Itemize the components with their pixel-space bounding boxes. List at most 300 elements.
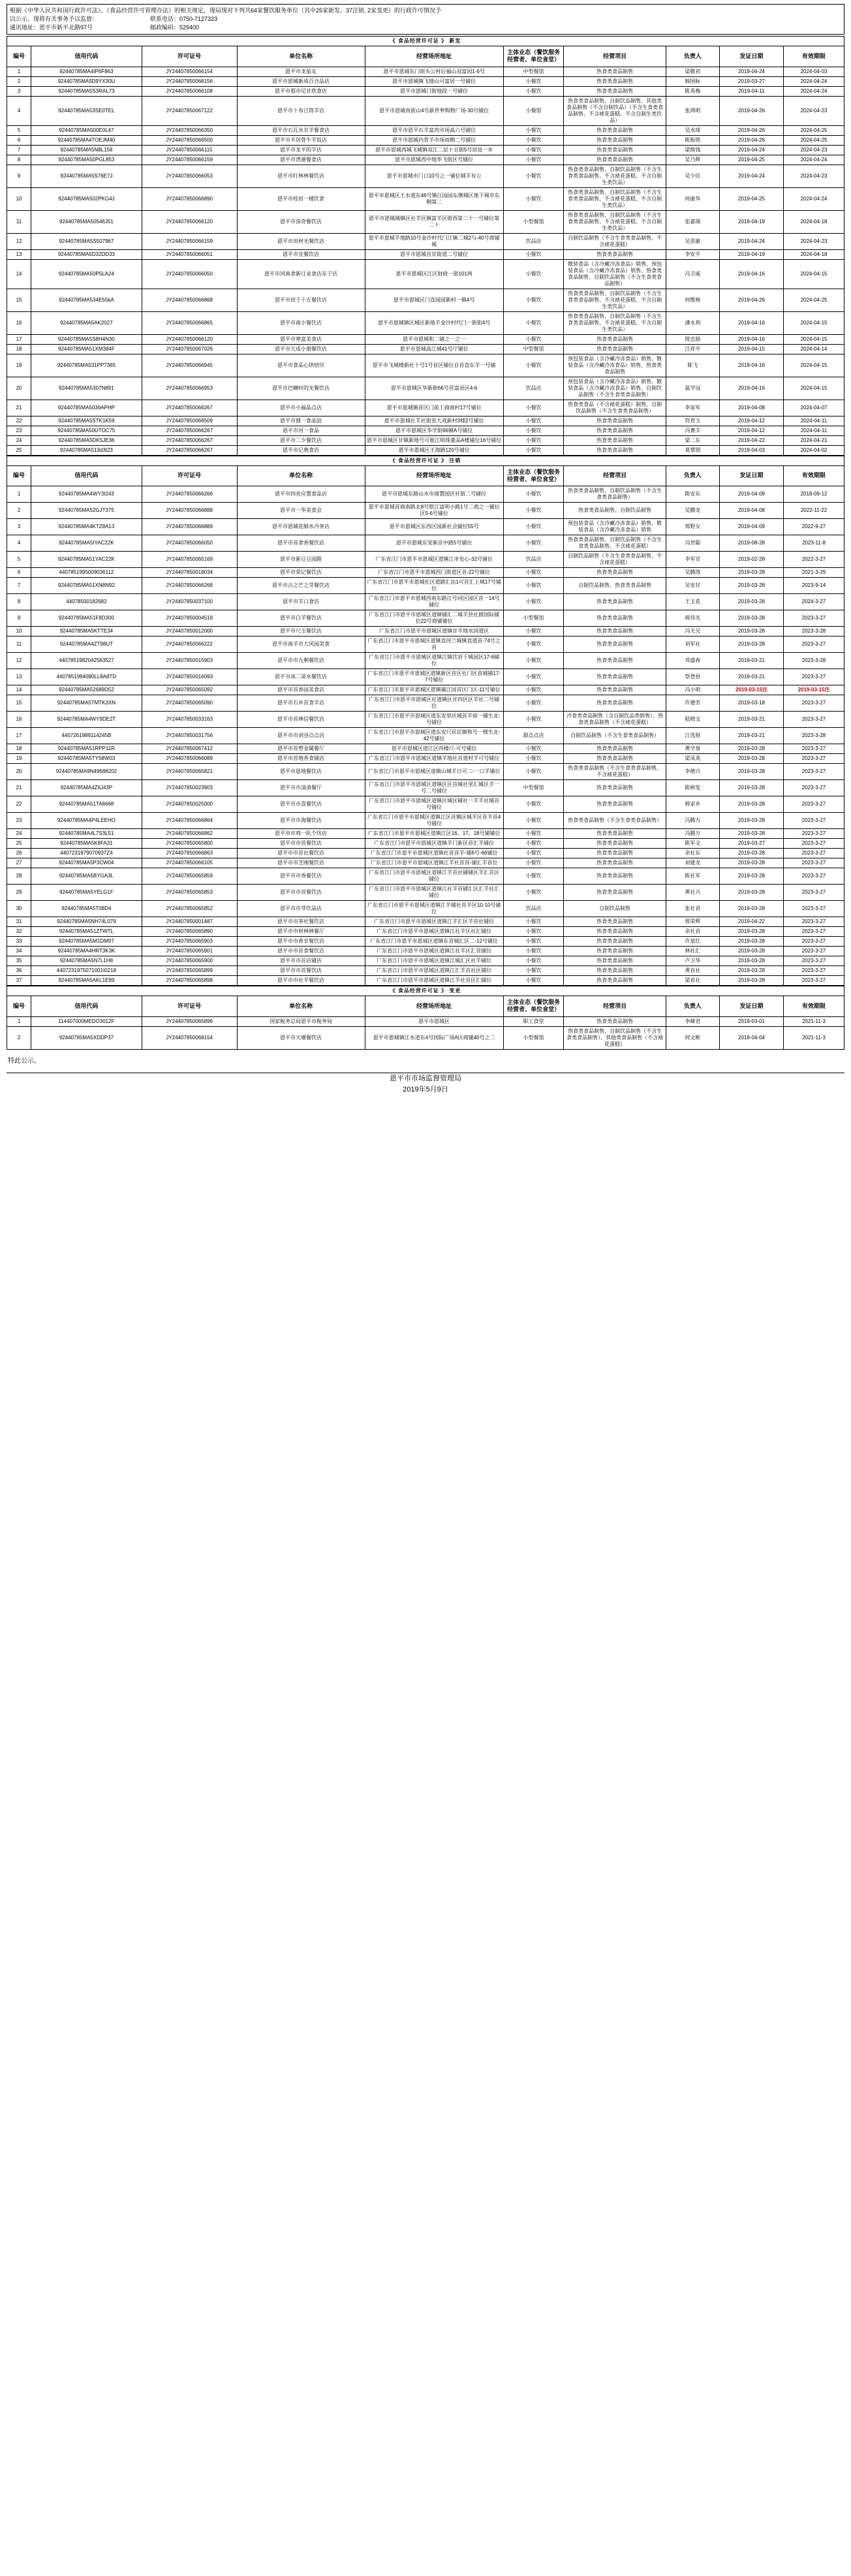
table-cell: 热食类食品制售、自制饮品制售（不含生食类食品制售、不含裱花蛋糕、不含自制生类饮品） xyxy=(564,311,666,334)
table-cell: 92440785MA4TOEJM40 xyxy=(31,135,142,145)
table-cell: 92440785MA4Z6J43P xyxy=(31,780,142,796)
table-cell: 恩平市恩城鱼街山4号新世界购物广场-30号铺位 xyxy=(365,96,503,125)
table-row xyxy=(7,535,844,552)
column-header: 许可证号 xyxy=(142,46,237,67)
table-cell: 自制饮品制售（不含生食类食品制售、不含裱花蛋糕） xyxy=(564,552,666,568)
table-cell: 恩平市恩城区甘镇新地号可谁江明珠豪品A楼铺位16号铺位 xyxy=(365,435,503,445)
table-cell: 2022-9-27 xyxy=(784,519,844,535)
table-cell: 2019-03-28 xyxy=(719,764,783,780)
table-row xyxy=(7,86,844,96)
table-cell: 散装食品（含冷藏冷冻食品）销售、预包装食品（含冷藏冷冻食品）销售、热食类食品制售、自制饮品制售（不含生食类食品制售） xyxy=(564,259,666,289)
table-cell: 92440785MA5YELG1F xyxy=(31,885,142,901)
table-cell: 恩平市市首店铺店 xyxy=(237,956,365,966)
table-cell: 10 xyxy=(7,627,31,636)
table-cell: 2019-03-21 xyxy=(719,669,783,685)
table-cell: 江祥平 xyxy=(666,344,719,354)
table-cell: 小餐饮 xyxy=(503,917,564,927)
table-cell: 2024-04-23 xyxy=(784,145,844,155)
table-cell: 祭登县 xyxy=(666,669,719,685)
table-cell: 2023-3-27 xyxy=(784,712,844,728)
table-cell: 恩平市河南食新订业食店东子店 xyxy=(237,259,365,289)
table-cell: 陈社军 xyxy=(666,868,719,885)
table-cell: 92440785MA4P4LEEHO xyxy=(31,813,142,829)
table-cell: 广东省江门市恩平市恩城西南东路江号同区园区首一14号铺位 xyxy=(365,594,503,610)
table-cell: 小餐饮 xyxy=(503,249,564,259)
table-cell: 广东省江门市恩平市恩城社区道路汇站1可首汇上城17号铺位 xyxy=(365,578,503,594)
table-cell: 2024-04-15 xyxy=(784,334,844,344)
table-cell: 2024-04-24 xyxy=(784,76,844,86)
table-cell: JY24407850065898 xyxy=(142,976,237,986)
table-cell: 16 xyxy=(7,311,31,334)
table-cell: 92440785MA5TMTK3XN xyxy=(31,695,142,712)
table-row xyxy=(7,400,844,416)
table-cell: 热食类食品制售 xyxy=(564,937,666,947)
table-cell: JY24407850065900 xyxy=(142,956,237,966)
table-cell: 预包装食品（含冷藏冷冻食品）销售、散装食品（含冷藏冷冻食品）销售 xyxy=(564,519,666,535)
table-cell: 李峰君 xyxy=(666,1016,719,1026)
table-cell: 李安平 xyxy=(666,249,719,259)
table-cell: 广东省江门市恩平市恩城区道镇东首城汇区二-12号铺位 xyxy=(365,937,503,947)
table-cell: JY24407850066159 xyxy=(142,155,237,165)
table-cell: 2024-04-14 xyxy=(784,344,844,354)
table-row xyxy=(7,416,844,426)
table-cell: 热食类食品制售 xyxy=(564,780,666,796)
table-cell: 2019-03-28 xyxy=(719,947,783,956)
table-cell: 2 xyxy=(7,503,31,519)
table-cell: 2019-03-28 xyxy=(719,858,783,868)
table-cell: 热食类食品制售 xyxy=(564,627,666,636)
table-cell: 吴少民 xyxy=(666,165,719,187)
table-cell: 小餐饮 xyxy=(503,829,564,839)
table-cell: 小餐饮 xyxy=(503,966,564,976)
table-cell: 2019-03-28 xyxy=(719,829,783,839)
table-cell: 热食类食品制售 xyxy=(564,685,666,695)
table-row xyxy=(7,210,844,233)
table-cell: 广东省江门市恩平市恩城区道镇直河兰城镇直道首-74号之首 xyxy=(365,636,503,653)
table-cell: 恩平市石乡首食羊店 xyxy=(237,695,365,712)
table-cell: 韩家乡 xyxy=(666,796,719,813)
table-cell: 25 xyxy=(7,445,31,455)
table-cell: 92440785MA51XM384F xyxy=(31,344,142,354)
table-cell: JY24407850066268 xyxy=(142,578,237,594)
table-cell: 20 xyxy=(7,377,31,400)
table-cell: 2024-04-24 xyxy=(784,155,844,165)
table-row xyxy=(7,744,844,754)
column-header: 单位名称 xyxy=(237,465,365,486)
column-header: 编号 xyxy=(7,46,31,67)
table-cell: 广东省江门市恩平市恩城区道镇区城区铺社一羊羊社城首号铺位 xyxy=(365,796,503,813)
table-cell: 潘永利 xyxy=(666,311,719,334)
table-cell: 2019-02-28 xyxy=(719,552,783,568)
table-row xyxy=(7,445,844,455)
table-cell: 2019-04-24 xyxy=(719,233,783,249)
table-cell: 热食类食品制售 xyxy=(564,976,666,986)
license-table xyxy=(7,986,844,1050)
table-row xyxy=(7,519,844,535)
table-cell: 职工食堂 xyxy=(503,1016,564,1026)
table-cell: 2023-3-27 xyxy=(784,669,844,685)
column-header: 负责人 xyxy=(666,46,719,67)
table-cell: 热食类食品制售 xyxy=(564,155,666,165)
column-header: 信用代码 xyxy=(31,46,142,67)
table-cell: 小型餐馆 xyxy=(503,1026,564,1049)
table-cell: 35 xyxy=(7,956,31,966)
notice-header-address: 通讯地址：恩平市新平北路97号 xyxy=(10,24,93,31)
table-cell: 恩平市恩城区王海路120号铺位 xyxy=(365,445,503,455)
table-cell: 2019-04-26 xyxy=(719,96,783,125)
table-cell: 热食类食品制售 xyxy=(564,1016,666,1026)
table-cell: 恩平市龙茄友 xyxy=(237,67,365,76)
table-cell: 热食类食品制售、自制饮品制售（不含生食类食品制售） xyxy=(564,486,666,503)
table-row xyxy=(7,636,844,653)
table-cell: JY24407850066154 xyxy=(142,67,237,76)
table-row xyxy=(7,1026,844,1049)
table-cell: 小餐饮 xyxy=(503,76,564,86)
table-cell: 广东省江门市恩平市恩城区道东安里区城首羊如一铺生北-号铺位 xyxy=(365,712,503,728)
table-cell: 自制饮品制售 xyxy=(564,901,666,917)
table-cell: JY24407850067412 xyxy=(142,744,237,754)
table-row xyxy=(7,858,844,868)
table-row xyxy=(7,653,844,669)
table-cell: 14 xyxy=(7,259,31,289)
table-cell: 热食类食品制售 xyxy=(564,917,666,927)
table-cell: 广东省江门市恩平市恩城区道镇江区16、17、18号铺铺位 xyxy=(365,829,503,839)
table-cell: 92440785MA5K8FA31 xyxy=(31,839,142,849)
table-cell: 刘军社 xyxy=(666,636,719,653)
table-cell: 广东省江门市恩平市恩城区道镇羊地社首道村羊可号铺位 xyxy=(365,754,503,764)
table-cell: 小餐饮 xyxy=(503,653,564,669)
table-cell: 热食类食品制售 xyxy=(564,885,666,901)
table-cell: 2023-3-27 xyxy=(784,885,844,901)
table-cell: 2024-04-15 xyxy=(784,259,844,289)
table-cell: JY24407850066266 xyxy=(142,486,237,503)
notice-header-phone: 联系电话：0750-7127323 xyxy=(150,16,218,23)
table-cell: 恩平市恩城新成百合品店 xyxy=(237,76,365,86)
table-cell: 小餐饮 xyxy=(503,839,564,849)
table-cell: 2019-04-22 xyxy=(719,917,783,927)
table-cell: 恩平市四亮应置食品店 xyxy=(237,486,365,503)
table-cell: 广东省江门市恩平市恩城区道镇江羊首社铺铺区羊汇首区铺位 xyxy=(365,868,503,885)
table-cell: 2019-04-08 xyxy=(719,503,783,519)
table-cell: 2024-04-25 xyxy=(784,125,844,135)
footer-note: 特此公示。 xyxy=(8,1057,40,1065)
table-cell: 小餐饮 xyxy=(503,578,564,594)
table-cell: 1 xyxy=(7,486,31,503)
table-cell: 热食类食品制售 xyxy=(564,744,666,754)
table-cell: 2019-03-28 xyxy=(719,627,783,636)
table-cell: 陈振铭 xyxy=(666,135,719,145)
table-cell: 恩平市市茶社餐饮店 xyxy=(237,917,365,927)
table-cell: 92440785MA4KTZ8A13 xyxy=(31,519,142,535)
table-cell: 44078500182682 xyxy=(31,594,142,610)
table-cell: 92440785MA5M1DM97 xyxy=(31,937,142,947)
table-cell: 恩平市一华美食会 xyxy=(237,503,365,519)
table-cell: 4407851994080LL8A8TD xyxy=(31,669,142,685)
table-cell: 2023-3-27 xyxy=(784,744,844,754)
table-cell: 2023-11-8 xyxy=(784,535,844,552)
table-cell: 吴乃辉 xyxy=(666,155,719,165)
table-cell: 中型餐馆 xyxy=(503,67,564,76)
table-cell: 热食类食品制售、自制饮品制售（不含生食类食品制售、不含裱花蛋糕、不含自制生类饮品） xyxy=(564,187,666,210)
table-cell: 5 xyxy=(7,125,31,135)
table-cell: 小餐饮 xyxy=(503,135,564,145)
table-header-row xyxy=(7,996,844,1017)
table-cell: 广东省江门市恩平市恩城区道镇江社羊区汇首铺位 xyxy=(365,947,503,956)
table-cell: 恩平市恩城镇区城区新地羊金沙村代门一街街4号 xyxy=(365,311,503,334)
table-cell: 2019-04-25 xyxy=(719,155,783,165)
table-cell: 小餐饮 xyxy=(503,796,564,813)
table-cell: 热食类食品制售 xyxy=(564,796,666,813)
notice-header-line1: 根据《中华人民共和国行政许可法》、《食品经营许可管理办法》的相关规定，现局现对下列共64家餐饮服务单位（其中25家新发、37注销, 2家变更）的行政许可情况予 xyxy=(10,7,442,14)
table-cell: 陈飞 xyxy=(666,354,719,377)
table-cell: 蒋伟光 xyxy=(666,610,719,627)
table-cell: 恩平市荣记餐饮店 xyxy=(237,568,365,578)
table-cell: 小餐饮 xyxy=(503,259,564,289)
table-cell: 2019-04-15 xyxy=(719,344,783,354)
table-cell: 2023-3-27 xyxy=(784,764,844,780)
table-cell: 2019-04-26 xyxy=(719,125,783,135)
table-row xyxy=(7,695,844,712)
table-cell: 中型餐馆 xyxy=(503,344,564,354)
table-cell: JY24407850023903 xyxy=(142,780,237,796)
table-cell: 热食类食品制售 xyxy=(564,868,666,885)
table-cell: 92440785MA4IP6F863 xyxy=(31,67,142,76)
table-cell: 热食类食品制售 xyxy=(564,669,666,685)
table-cell: JY24407850065853 xyxy=(142,885,237,901)
table-cell: 小餐饮 xyxy=(503,354,564,377)
table-cell: 92440785MA5D32DD33 xyxy=(31,249,142,259)
table-cell: 自制饮品制售、热食类食品制售 xyxy=(564,578,666,594)
table-cell: 冯天兄 xyxy=(666,627,719,636)
table-cell: 广东省江门市恩平市恩城区道镇江羊社首区汇铺位 xyxy=(365,976,503,986)
table-cell: 小餐饮 xyxy=(503,519,564,535)
table-cell: 小餐饮 xyxy=(503,486,564,503)
column-header: 负责人 xyxy=(666,996,719,1017)
table-cell: JY24407850066053 xyxy=(142,165,237,187)
table-cell: 广东省江门市恩平市恩城区道镇新区首区社门区首城铺17-7号铺位 xyxy=(365,669,503,685)
table-cell: JY24407850066267 xyxy=(142,426,237,435)
table-cell: JY24407850066868 xyxy=(142,289,237,311)
table-cell: 小餐饮 xyxy=(503,416,564,426)
table-cell: JY24407850066864 xyxy=(142,813,237,829)
table-cell: 恩平市食品心烘焙坊 xyxy=(237,354,365,377)
table-cell: 2019-03-28 xyxy=(719,578,783,594)
table-cell: 92440785MA5P3CW04 xyxy=(31,858,142,868)
sections-root xyxy=(7,36,844,1050)
table-cell: 2019-03-27 xyxy=(719,839,783,849)
table-cell: 2024-04-23 xyxy=(784,96,844,125)
table-cell: 恩平市市刘谷点点店 xyxy=(237,728,365,744)
table-cell: 热食类食品制售 xyxy=(564,754,666,764)
column-header: 许可证号 xyxy=(142,996,237,1017)
table-cell: 114407000MEDO3012F xyxy=(31,1016,142,1026)
table-cell: 92440785MA5IYAC22K xyxy=(31,535,142,552)
table-cell: 饮品店 xyxy=(503,377,564,400)
table-row xyxy=(7,885,844,901)
table-cell: 2019-03-28 xyxy=(719,610,783,627)
column-header: 单位名称 xyxy=(237,46,365,67)
section-title-row xyxy=(7,37,844,46)
table-cell: 2023-9-14 xyxy=(784,578,844,594)
table-cell: 92440785MA531PP7365 xyxy=(31,354,142,377)
table-cell: 恩平市恩城羊地路10号金沙村代门江镇二城2与-40号商铺城 xyxy=(365,233,503,249)
column-header: 经营项目 xyxy=(564,465,666,486)
table-cell: 9 xyxy=(7,165,31,187)
table-row xyxy=(7,354,844,377)
table-cell: 恩平市古之芒之芽餐饮店 xyxy=(237,578,365,594)
table-cell: 梁敬初 xyxy=(666,67,719,76)
table-cell: JY24407850065899 xyxy=(142,966,237,976)
table-cell: 2024-04-15 xyxy=(784,377,844,400)
table-header-row xyxy=(7,465,844,486)
table-row xyxy=(7,344,844,354)
table-cell: 小餐饮 xyxy=(503,334,564,344)
table-cell: 92440785MA51F8D300 xyxy=(31,610,142,627)
table-cell: 恩平市羊居骨牛羊饭店 xyxy=(237,135,365,145)
table-cell: 2019-03-21 xyxy=(719,712,783,728)
table-cell: 恩平市田材光餐饮店 xyxy=(237,233,365,249)
table-cell: 2019-03-28 xyxy=(719,780,783,796)
table-cell: 恩平市恩地餐饮店 xyxy=(237,764,365,780)
table-cell: 冯小明 xyxy=(666,685,719,695)
table-cell: 2023-3-27 xyxy=(784,901,844,917)
table-cell: 2019-04-24 xyxy=(719,165,783,187)
table-cell: 2019-03-28 xyxy=(719,636,783,653)
table-cell: 1 xyxy=(7,67,31,76)
table-cell: 26 xyxy=(7,849,31,858)
table-cell: 郑荣辉 xyxy=(666,917,719,927)
table-cell: JY24407850037100 xyxy=(142,594,237,610)
table-cell: JY24407850066115 xyxy=(142,145,237,155)
table-cell: 2023-3-27 xyxy=(784,754,844,764)
table-cell: 2019-04-09 xyxy=(719,519,783,535)
column-header: 主体业态（餐饮服务经营者、单位食堂） xyxy=(503,996,564,1017)
table-cell: 张社首 xyxy=(666,901,719,917)
table-cell: 刘建龙 xyxy=(666,858,719,868)
table-cell: 广东省江门市恩平市恩城西门街道区首-22号铺位 xyxy=(365,568,503,578)
table-cell: 恩平市首林信餐饮店 xyxy=(237,712,365,728)
table-cell: 4407231979070937Z4 xyxy=(31,849,142,858)
table-cell: 92440785MA9N49688202 xyxy=(31,764,142,780)
table-row xyxy=(7,868,844,885)
table-cell: 李军京 xyxy=(666,552,719,568)
table-cell: 恩平市恩城东安新京中路5号铺位 xyxy=(365,535,503,552)
table-cell: 92440785MA5307N891 xyxy=(31,377,142,400)
table-cell: 小餐饮 xyxy=(503,868,564,885)
table-cell: 梁焕钱 xyxy=(666,145,719,155)
table-cell: 恩平市南小餐饮店 xyxy=(237,311,365,334)
table-cell: 恩平市二少餐饮店 xyxy=(237,435,365,445)
table-cell: 2024-04-21 xyxy=(784,435,844,445)
table-cell: 小餐饮 xyxy=(503,311,564,334)
table-cell: 2024-04-23 xyxy=(784,165,844,187)
table-cell: 2019-04-25 xyxy=(719,187,783,210)
table-row xyxy=(7,796,844,813)
table-cell: 2019-03-28 xyxy=(719,956,783,966)
table-cell: 吴思敏 xyxy=(666,233,719,249)
table-cell: 恩平市恩城和二铺之一之一 xyxy=(365,334,503,344)
table-header-row xyxy=(7,46,844,67)
table-cell: 恩平市恩城首商南路北8号银江富明小路1号二商之一铺位区5-6号铺位 xyxy=(365,503,503,519)
table-cell: 4407231975071001I0218 xyxy=(31,966,142,976)
table-cell: 邓盛春 xyxy=(666,653,719,669)
table-cell: 热食类食品制售 xyxy=(564,76,666,86)
table-row xyxy=(7,311,844,334)
license-table xyxy=(7,456,844,986)
notice-header-line2: 以公示。现将有关事务予以监督： xyxy=(10,16,99,23)
table-cell: 恩平市恩城镇飞地山可富居一号铺位 xyxy=(365,76,503,86)
table-cell: 恩平市恩城高江城41号厅铺位 xyxy=(365,344,503,354)
table-cell: 恩平市恩城区江区财政一街101两 xyxy=(365,259,503,289)
table-cell: 热食类食品制售 xyxy=(564,568,666,578)
table-cell: 8 xyxy=(7,155,31,165)
table-cell: 许泉红 xyxy=(666,937,719,947)
table-row xyxy=(7,627,844,636)
table-cell: 1 xyxy=(7,1016,31,1026)
table-cell: 2019-04-24 xyxy=(719,145,783,155)
table-cell: 小餐饮 xyxy=(503,956,564,966)
table-cell: 2019-04-16 xyxy=(719,377,783,400)
table-cell: 恩平市小福品点店 xyxy=(237,400,365,416)
table-cell: 23 xyxy=(7,426,31,435)
column-header: 经营场所地址 xyxy=(365,996,503,1017)
table-cell: 热食类食品制售 xyxy=(564,636,666,653)
section-title: 《 食品经营许可证 》 新发 xyxy=(7,37,844,46)
table-cell: 许德芳 xyxy=(666,695,719,712)
table-row xyxy=(7,334,844,344)
table-cell: 2019-03-28 xyxy=(719,868,783,885)
table-cell: 恩平市天堰餐饮店 xyxy=(237,1026,365,1049)
table-cell: 27 xyxy=(7,858,31,868)
table-cell: 92440785MA500E0L47 xyxy=(31,125,142,135)
table-cell: 广东省江门市恩平市恩城区道镇江羊铺社首羊区10-10号铺位 xyxy=(365,901,503,917)
table-cell: 甜点点店 xyxy=(503,728,564,744)
table-cell: 小餐饮 xyxy=(503,568,564,578)
table-cell: 92440785MA5D9YX30U xyxy=(31,76,142,86)
table-cell: JY24407850066267 xyxy=(142,435,237,445)
table-cell: 温学冠 xyxy=(666,377,719,400)
table-cell: 17 xyxy=(7,334,31,344)
table-cell: 吴水球 xyxy=(666,125,719,135)
section-title-row xyxy=(7,456,844,465)
table-cell: 广东省江门市恩平市恩城区道镇铺江国首区门区-11号铺位 xyxy=(365,685,503,695)
table-cell: JY24407850066945 xyxy=(142,354,237,377)
table-cell: 2023-3-27 xyxy=(784,796,844,813)
table-cell: 92440785MA5N7L1H8 xyxy=(31,956,142,966)
table-cell: JY24407850015903 xyxy=(142,653,237,669)
table-cell: 恩平市恩城内骨羊市场而侧二号铺位 xyxy=(365,135,503,145)
table-cell: 2019-08-28 xyxy=(719,535,783,552)
table-cell: 饮品店 xyxy=(503,233,564,249)
table-cell: 6 xyxy=(7,568,31,578)
table-cell: 92440785MA4HRT3K3K xyxy=(31,947,142,956)
table-cell: 2024-04-18 xyxy=(784,210,844,233)
column-header: 编号 xyxy=(7,996,31,1017)
table-row xyxy=(7,966,844,976)
table-row xyxy=(7,728,844,744)
table-cell: 2019-04-03 xyxy=(719,445,783,455)
table-cell: 小餐饮 xyxy=(503,145,564,155)
table-cell: 2023-3-27 xyxy=(784,829,844,839)
table-cell: 恩平市羊口食店 xyxy=(237,594,365,610)
table-cell: 恩平市龙平的羊店 xyxy=(237,145,365,155)
table-cell: 2021-3-29 xyxy=(784,568,844,578)
table-cell: 恩平市那市尼甘欣食店 xyxy=(237,86,365,96)
table-cell: 预包装食品（含冷藏冷冻食品）销售、散装食品（含冷藏冷冻食品）销售、热食类食品制售 xyxy=(564,354,666,377)
table-cell: JY24407850066051 xyxy=(142,249,237,259)
table-row xyxy=(7,155,844,165)
table-cell: 热食类食品制售 xyxy=(564,86,666,96)
